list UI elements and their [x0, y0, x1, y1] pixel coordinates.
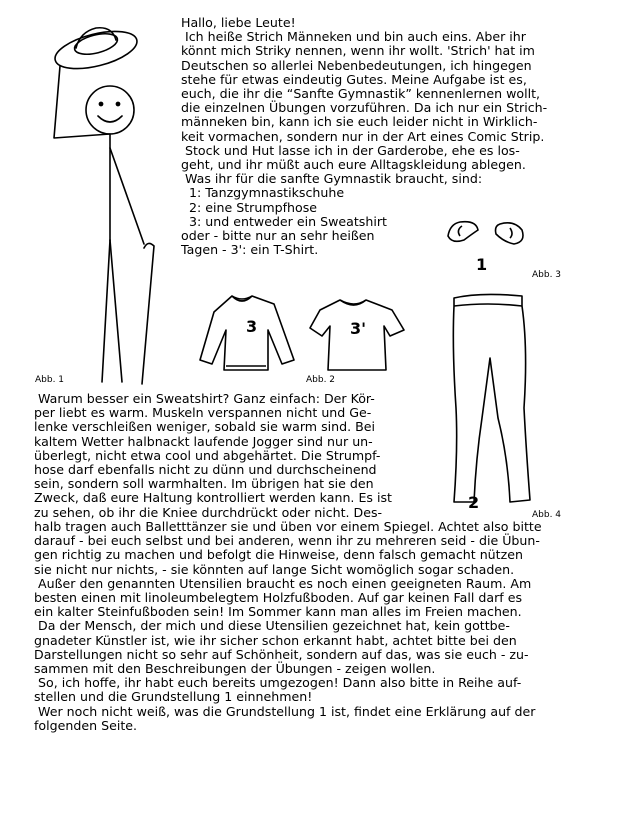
intro-text-line: die einzelnen Übungen vorzuführen. Da ich nur ein Strich-: [181, 100, 548, 116]
body-text-left-line: lenke verschleißen weniger, sobald sie warm sind. Bei: [34, 419, 375, 435]
body-text-full-line: gen richtig zu machen und befolgt die Hinweise, denn falsch gemacht nützen: [34, 547, 523, 563]
body-text-left-line: Warum besser ein Sweatshirt? Ganz einfach: Der Kör-: [34, 391, 375, 406]
body-text-full-line: Außer den genannten Utensilien braucht es noch einen geeigneten Raum. Am: [34, 575, 532, 591]
body-text-full-line: Wer noch nicht weiß, was die Grundstellung 1 ist, findet eine Erklärung auf der: [34, 703, 536, 719]
intro-text-line: 3: und entweder ein Sweatshirt: [181, 213, 387, 229]
body-text-full-line: sie nicht nur nichts, - sie könnten auf lange Sicht womöglich sogar schaden.: [34, 561, 515, 577]
intro-text-line: 2: eine Strumpfhose: [181, 199, 318, 215]
body-text-full-line: darauf - bei euch selbst und bei anderen, wenn ihr zu mehreren seid - die Übun-: [34, 533, 540, 549]
body-text-full-line: halb tragen auch Balletttänzer sie und üben vor einem Spiegel. Achtet also bitte: [34, 519, 542, 534]
body-text-full-line: sammen mit den Beschreibungen der Übungen - zeigen wollen.: [34, 661, 436, 677]
caption-abb1: Abb. 1: [35, 375, 65, 385]
intro-text-line: Hallo, liebe Leute!: [181, 15, 296, 30]
intro-text-line: 1: Tanzgymnastikschuhe: [181, 185, 345, 201]
body-text-full-line: Da der Mensch, der mich und diese Utensilien gezeichnet hat, kein gottbe-: [34, 618, 510, 634]
shoes-label: 1: [476, 255, 488, 272]
body-text-full-line: Darstellungen nicht so sehr auf Schönheit, sondern auf das, was sie euch - zu-: [34, 646, 529, 662]
intro-text-line: oder - bitte nur an sehr heißen: [181, 228, 375, 244]
intro-text-line: Was ihr für die sanfte Gymnastik braucht, sind:: [181, 171, 483, 187]
caption-abb2: Abb. 2: [306, 375, 336, 385]
intro-text-line: Deutschen so allerlei Nebenbedeutungen, ich hingegen: [181, 57, 532, 73]
body-text-left-line: kaltem Wetter halbnackt laufende Jogger sind nur un-: [34, 433, 373, 449]
body-text-full-line: folgenden Seite.: [34, 717, 138, 733]
caption-abb3: Abb. 3: [532, 270, 562, 280]
intro-text-line: geht, und ihr müßt auch eure Alltagskleidung ablegen.: [181, 157, 526, 173]
intro-text-line: Stock und Hut lasse ich in der Garderobe, ehe es los-: [181, 142, 520, 158]
intro-text-line: Ich heiße Strich Männeken und bin auch eins. Aber ihr: [181, 29, 526, 45]
intro-text-line: euch, die ihr die “Sanfte Gymnastik” kennenlernen wollt,: [181, 86, 541, 102]
caption-abb4: Abb. 4: [532, 510, 562, 520]
intro-text-line: Tagen - 3': ein T-Shirt.: [181, 242, 319, 258]
body-text-full: [34, 520, 542, 733]
intro-text-line: stehe für etwas eindeutig Gutes. Meine Aufgabe ist es,: [181, 71, 527, 87]
intro-text-line: männeken bin, kann ich sie euch leider nicht in Wirklich-: [181, 114, 538, 130]
tights-label: 2: [468, 493, 480, 512]
intro-text-line: keit vormachen, sondern nur in der Art eines Comic Strip.: [181, 128, 545, 144]
body-text-left-line: sein, sondern soll warmhalten. Im übrigen hat sie den: [34, 476, 374, 492]
tshirt-label: 3': [350, 319, 367, 338]
tights-icon: [440, 288, 540, 513]
body-text-full-line: ein kalter Steinfußboden sein! Im Sommer kann man alles im Freien machen.: [34, 604, 522, 620]
body-text-left-line: zu sehen, ob ihr die Kniee durchdrückt oder nicht. Des-: [34, 504, 383, 520]
body-text-left-line: per liebt es warm. Muskeln verspannen nicht und Ge-: [34, 405, 372, 421]
body-text-left: [34, 392, 392, 520]
body-text-left-line: hose darf ebenfalls nicht zu dünn und durchscheinend: [34, 462, 377, 478]
sweatshirt-icon: [196, 290, 306, 375]
intro-text-line: könnt mich Striky nennen, wenn ihr wollt. 'Strich' hat im: [181, 43, 535, 59]
body-text-full-line: So, ich hoffe, ihr habt euch bereits umgezogen! Dann also bitte in Reihe auf-: [34, 675, 522, 691]
body-text-full-line: besten einen mit linoleumbelegtem Holzfußboden. Auf gar keinen Fall darf es: [34, 590, 523, 606]
body-text-left-line: Zweck, daß eure Haltung kontrolliert werden kann. Es ist: [34, 490, 392, 506]
body-text-left-line: überlegt, nicht etwa cool und abgehärtet. Die Strumpf-: [34, 447, 381, 463]
stick-figure-icon: [30, 12, 190, 392]
tshirt-icon: [306, 296, 416, 376]
dance-shoes-icon: [438, 212, 538, 272]
body-text-full-line: stellen und die Grundstellung 1 einnehmen!: [34, 689, 313, 705]
sweatshirt-label: 3: [246, 317, 258, 336]
body-text-full-line: gnadeter Künstler ist, wie ihr sicher schon erkannt habt, achtet bitte bei den: [34, 632, 517, 648]
